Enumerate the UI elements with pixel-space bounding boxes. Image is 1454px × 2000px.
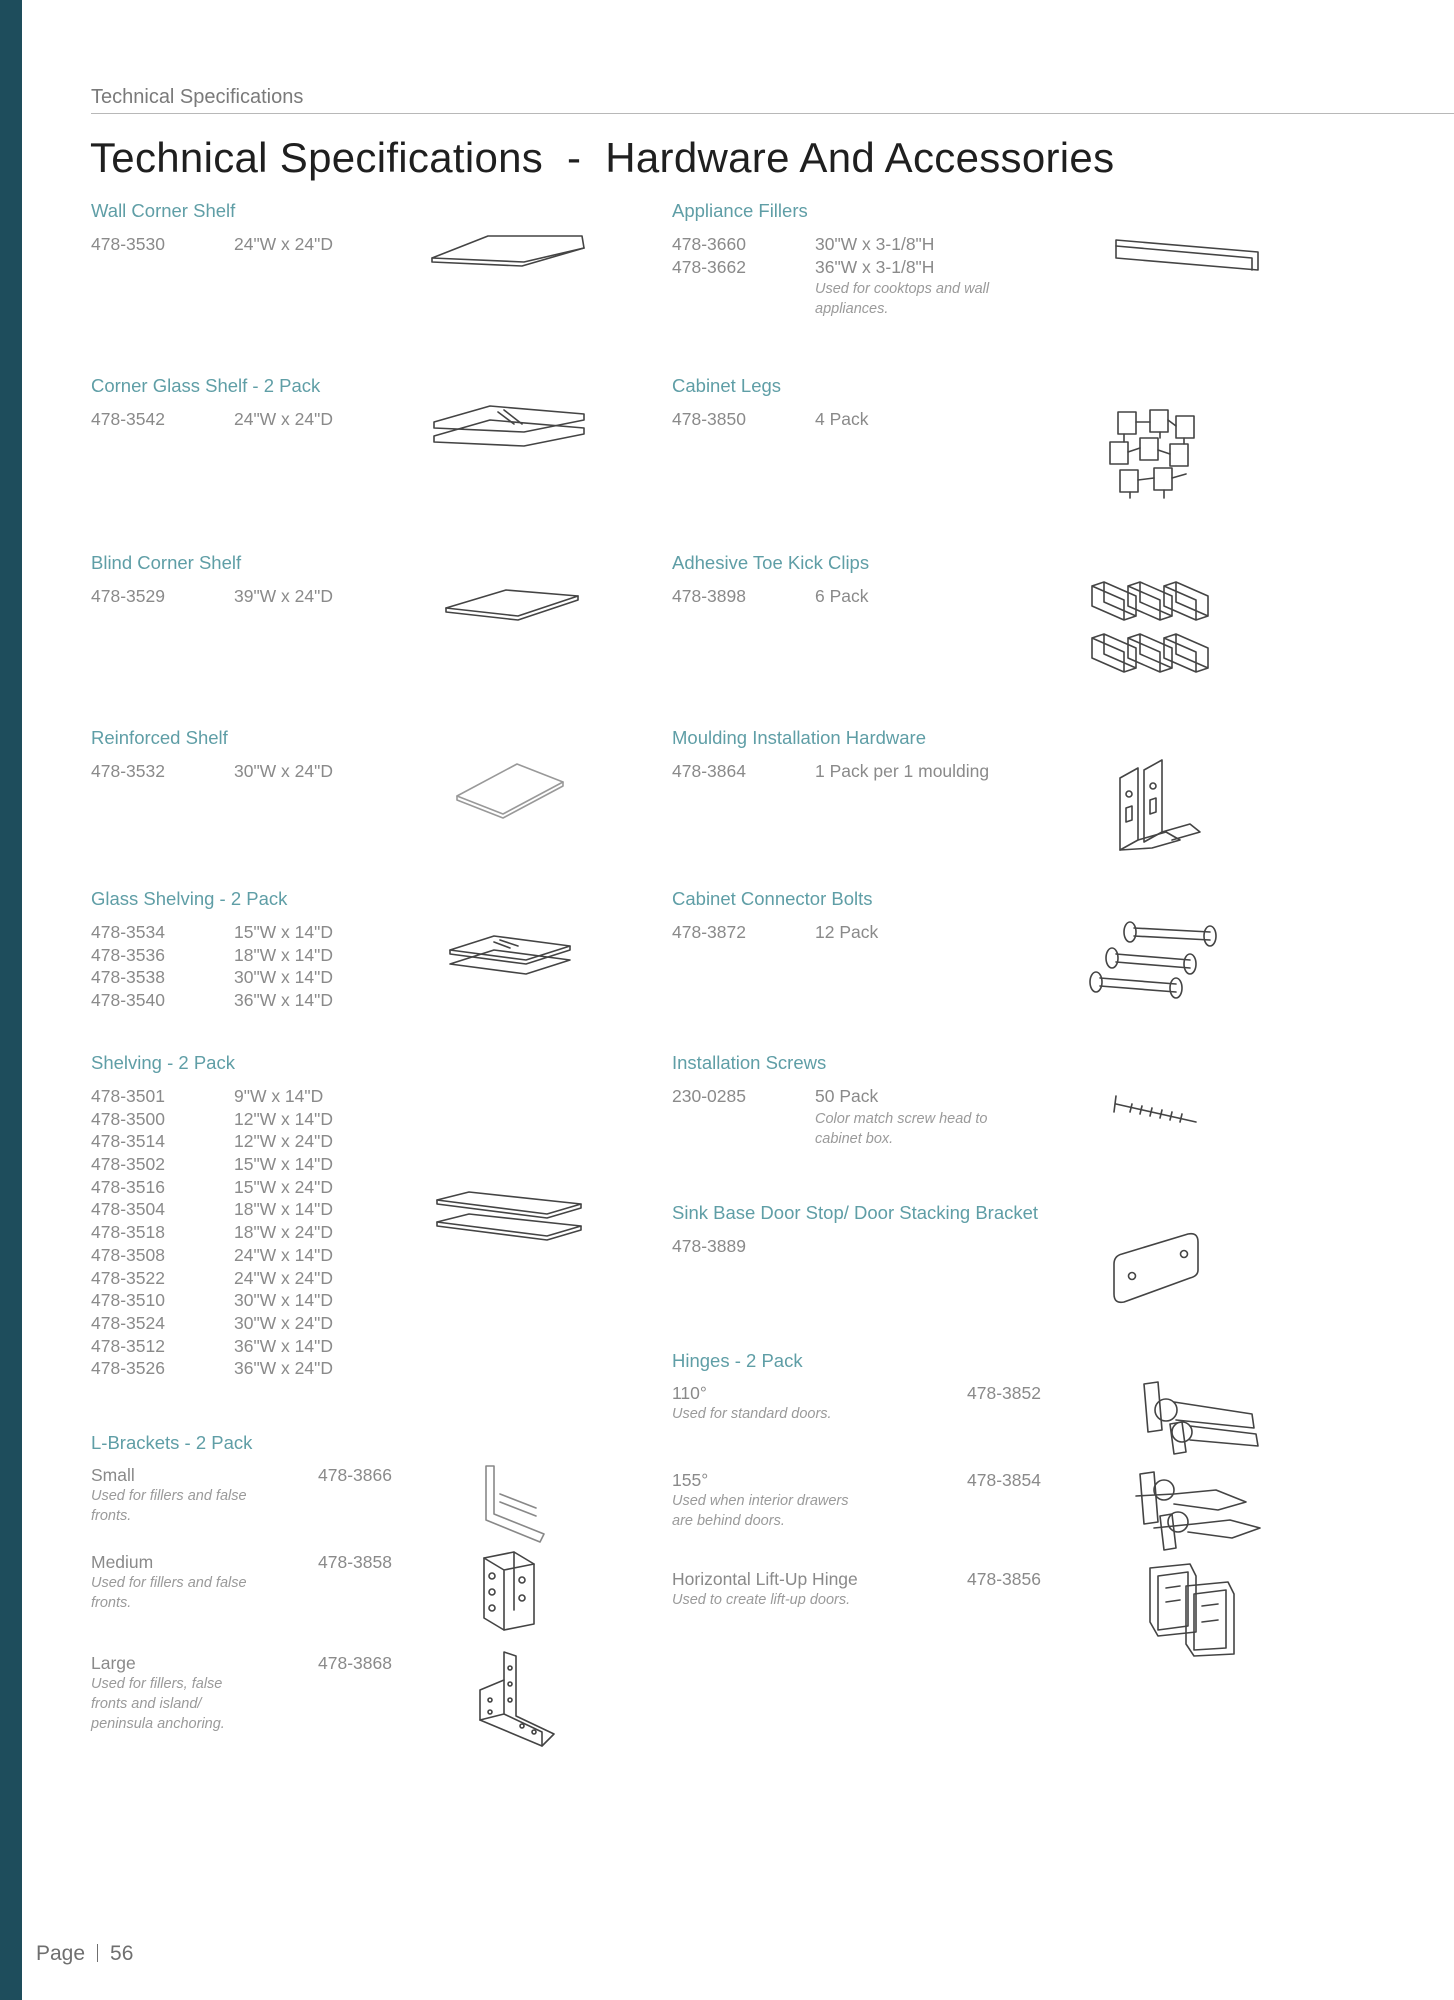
item-size: 15"W x 14"D <box>234 1154 333 1175</box>
note-block <box>672 1109 987 1149</box>
screw-icon <box>1112 1094 1202 1128</box>
item-code: 478-3514 <box>91 1131 165 1152</box>
item-size: 24"W x 24"D <box>234 1267 333 1288</box>
item-code: 478-3518 <box>91 1222 165 1243</box>
toe-kick-clips-icon <box>1090 580 1230 688</box>
hinge-icon <box>1134 1470 1264 1552</box>
l-bracket-icon <box>480 1550 540 1630</box>
item-code: 478-3502 <box>91 1154 165 1175</box>
running-head: Technical Specifications <box>91 86 304 108</box>
item-code: 478-3540 <box>91 990 165 1011</box>
shelf-icon <box>444 586 584 626</box>
item-note: Color match screw head to <box>815 1110 988 1127</box>
item-size: 24"W x 24"D <box>234 409 333 429</box>
item-size: 30"W x 14"D <box>234 967 333 988</box>
item-size: 30"W x 24"D <box>234 761 333 781</box>
item-label: Horizontal Lift-Up Hinge <box>672 1569 858 1589</box>
section-title: L-Brackets - 2 Pack <box>91 1432 253 1453</box>
item-size: 12"W x 14"D <box>234 1108 333 1129</box>
door-stop-plate-icon <box>1110 1232 1202 1308</box>
side-accent-bar <box>0 0 22 2000</box>
l-bracket-icon <box>476 1650 556 1750</box>
spec-row <box>672 234 989 257</box>
item-code: 478-3852 <box>967 1383 1041 1403</box>
item-size: 36"W x 24"D <box>234 1358 333 1379</box>
item-note: Used for standard doors. <box>672 1406 832 1422</box>
item-code: 478-3868 <box>318 1653 392 1673</box>
item-size: 36"W x 14"D <box>234 990 333 1011</box>
item-code: 478-3524 <box>91 1312 165 1333</box>
l-bracket-icon <box>480 1464 550 1544</box>
hinge-entry-lift-up <box>672 1569 1041 1610</box>
item-note: Used to create lift-up doors. <box>672 1592 851 1608</box>
item-code: 478-3660 <box>672 234 746 254</box>
section-title: Shelving - 2 Pack <box>91 1052 235 1073</box>
item-code: 478-3522 <box>91 1267 165 1288</box>
item-size: 6 Pack <box>815 586 869 606</box>
hinge-icon <box>1140 1380 1260 1460</box>
item-code: 478-3508 <box>91 1244 165 1265</box>
item-code: 478-3864 <box>672 761 746 781</box>
item-code: 478-3530 <box>91 234 165 254</box>
item-size: 24"W x 14"D <box>234 1244 333 1265</box>
bracket-entry-large <box>91 1653 392 1734</box>
item-code: 478-3856 <box>967 1569 1041 1589</box>
item-code: 478-3866 <box>318 1465 392 1485</box>
item-size: 36"W x 3-1/8"H <box>815 256 935 277</box>
item-size: 18"W x 14"D <box>234 944 333 965</box>
moulding-bracket-icon <box>1116 758 1206 854</box>
section-title: Installation Screws <box>672 1052 827 1073</box>
spec-row <box>672 1086 987 1109</box>
item-code: 478-3854 <box>967 1470 1041 1490</box>
item-note: fronts. <box>91 1595 132 1611</box>
section-title: Corner Glass Shelf - 2 Pack <box>91 375 321 396</box>
item-size: 12"W x 24"D <box>234 1131 333 1152</box>
item-label: Medium <box>91 1552 154 1572</box>
section-title: Adhesive Toe Kick Clips <box>672 552 870 573</box>
section-title: Wall Corner Shelf <box>91 200 236 221</box>
item-size: 15"W x 14"D <box>234 922 333 942</box>
item-size: 30"W x 24"D <box>234 1312 333 1333</box>
corner-glass-shelf-icon <box>432 404 592 454</box>
item-code: 478-3526 <box>91 1358 165 1379</box>
item-code: 478-3501 <box>91 1086 165 1106</box>
section-title: Appliance Fillers <box>672 200 808 221</box>
note-block <box>672 279 989 319</box>
lift-up-hinge-icon <box>1146 1562 1238 1658</box>
reinforced-shelf-icon <box>455 760 565 816</box>
section-title: Glass Shelving - 2 Pack <box>91 888 288 909</box>
item-note: Used when interior drawers <box>672 1493 849 1509</box>
section-title: Cabinet Connector Bolts <box>672 888 873 909</box>
item-code: 478-3534 <box>91 922 165 942</box>
item-note: appliances. <box>815 301 889 318</box>
bracket-entry-medium <box>91 1552 392 1613</box>
item-size: 24"W x 24"D <box>234 234 333 254</box>
item-note: peninsula anchoring. <box>91 1716 225 1732</box>
item-code: 478-3850 <box>672 409 746 429</box>
cabinet-legs-icon <box>1104 408 1204 500</box>
item-code: 478-3529 <box>91 586 165 606</box>
item-size: 18"W x 14"D <box>234 1199 333 1220</box>
item-size: 30"W x 3-1/8"H <box>815 234 935 254</box>
section-title: Reinforced Shelf <box>91 727 228 748</box>
shelf-pack-icon <box>435 1190 585 1250</box>
item-note: cabinet box. <box>815 1130 894 1147</box>
item-code: 478-3536 <box>91 944 165 965</box>
section-title: Sink Base Door Stop/ Door Stacking Bracket <box>672 1202 1039 1223</box>
item-code: 478-3858 <box>318 1552 392 1572</box>
item-code: 478-3889 <box>672 1236 746 1256</box>
section-title: Cabinet Legs <box>672 375 782 396</box>
bracket-entry-small <box>91 1465 392 1526</box>
item-code: 478-3512 <box>91 1335 165 1356</box>
corner-shelf-icon <box>430 232 590 272</box>
item-size: 15"W x 24"D <box>234 1176 333 1197</box>
item-code: 478-3510 <box>91 1290 165 1311</box>
item-size: 12 Pack <box>815 922 879 942</box>
item-label: Small <box>91 1465 135 1485</box>
page-title: Technical Specifications - Hardware And Accessories <box>90 134 1115 181</box>
section-title: Moulding Installation Hardware <box>672 727 926 748</box>
section-title: Blind Corner Shelf <box>91 552 242 573</box>
item-size: 30"W x 14"D <box>234 1290 333 1311</box>
item-note: Used for fillers and false <box>91 1575 247 1591</box>
item-size: 1 Pack per 1 moulding <box>815 761 990 781</box>
hinge-entry-110 <box>672 1383 1041 1424</box>
glass-shelf-icon <box>448 934 574 984</box>
item-code: 478-3516 <box>91 1176 165 1197</box>
item-code: 478-3898 <box>672 586 746 606</box>
footer-divider <box>97 1944 98 1962</box>
item-note: are behind doors. <box>672 1513 785 1529</box>
hinge-entry-155 <box>672 1470 1041 1531</box>
section-title: Hinges - 2 Pack <box>672 1350 803 1371</box>
item-label: Large <box>91 1653 136 1673</box>
item-code: 478-3538 <box>91 967 165 988</box>
item-note: fronts. <box>91 1508 132 1524</box>
item-code: 478-3504 <box>91 1199 165 1220</box>
item-note: fronts and island/ <box>91 1696 202 1712</box>
item-size: 18"W x 24"D <box>234 1222 333 1243</box>
item-size: 50 Pack <box>815 1086 879 1106</box>
item-label: 110° <box>672 1383 707 1403</box>
page-label: Page <box>36 1942 86 1965</box>
item-size: 4 Pack <box>815 409 869 429</box>
filler-strip-icon <box>1114 238 1260 274</box>
page-footer <box>36 1942 133 1966</box>
item-note: Used for cooktops and wall <box>815 281 990 298</box>
page-number: 56 <box>110 1942 134 1965</box>
item-size: 39"W x 24"D <box>234 586 333 606</box>
item-code: 230-0285 <box>672 1086 746 1106</box>
connector-bolts-icon <box>1086 918 1222 1002</box>
item-size: 36"W x 14"D <box>234 1335 333 1356</box>
item-code: 478-3500 <box>91 1108 165 1129</box>
header-rule <box>91 113 1454 114</box>
item-label: 155° <box>672 1470 709 1490</box>
item-size: 9"W x 14"D <box>234 1086 324 1106</box>
item-code: 478-3662 <box>672 256 746 277</box>
item-code: 478-3542 <box>91 409 165 429</box>
spec-row <box>672 257 989 280</box>
item-note: Used for fillers and false <box>91 1488 247 1504</box>
item-code: 478-3532 <box>91 761 165 781</box>
item-code: 478-3872 <box>672 922 746 942</box>
item-note: Used for fillers, false <box>91 1676 223 1692</box>
